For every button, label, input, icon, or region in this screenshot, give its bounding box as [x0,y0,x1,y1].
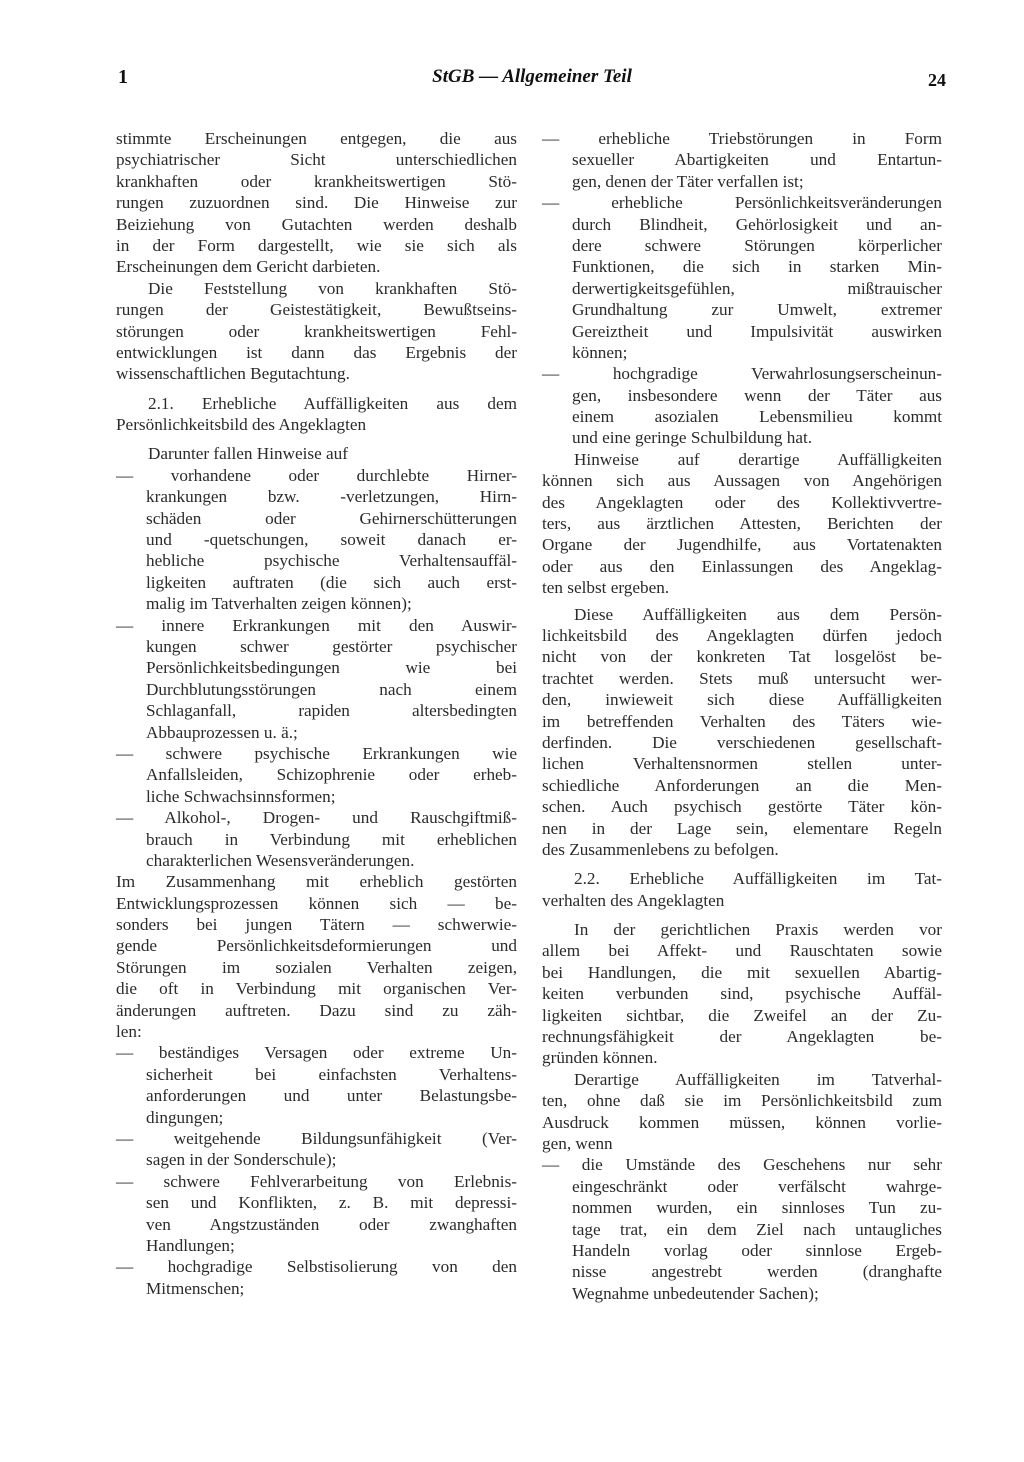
left-text-line: psychiatrischer Sicht unterschiedlichen [116,150,517,170]
left-text-line: liche Schwachsinnsformen; [146,786,336,806]
right-text-line: gen, wenn [542,1133,613,1153]
left-text-line: gende Persönlichkeitsdeformierungen und [116,936,517,956]
paragraph-gap [542,911,942,919]
right-text-line: derfinden. Die verschiedenen gesellschaft- [542,732,942,752]
left-text-line: Im Zusammenhang mit erheblich gestörten [116,872,517,892]
right-text-line: schiedliche Anforderungen an die Men- [542,775,942,795]
right-text-line: oder aus den Einlassungen des Angeklag- [542,556,942,576]
right-text-line: sexueller Abartigkeiten und Entartun- [572,150,942,170]
left-text-line: — innere Erkrankungen mit den Auswir- [116,615,517,635]
left-text-line: krankhaften oder krankheitswertigen Stö- [116,171,517,191]
left-text-line: wissenschaftlichen Begutachtung. [116,364,350,384]
left-text-line: rungen der Geistestätigkeit, Bewußtseins- [116,300,517,320]
right-text-line: durch Blindheit, Gehörlosigkeit und an- [572,214,942,234]
left-text-line: änderungen auftreten. Dazu sind zu zäh- [116,1000,517,1020]
chapter-number: 1 [118,66,128,88]
right-text-line: Diese Auffälligkeiten aus dem Persön- [574,604,942,624]
right-text-line: im betreffenden Verhalten des Täters wie- [542,711,942,731]
left-text-line: Persönlichkeitsbild des Angeklagten [116,415,367,435]
right-text-line: keiten verbunden sind, psychische Auffäl- [542,984,942,1004]
left-text-line: 2.1. Erhebliche Auffälligkeiten aus dem [148,393,517,413]
right-text-line: gen, insbesondere wenn der Täter aus [572,385,942,405]
page-header [118,66,946,94]
left-text-line: charakterlichen Wesensveränderungen. [146,850,415,870]
left-text-line: Darunter fallen Hinweise auf [148,444,348,464]
right-text-line: Hinweise auf derartige Auffälligkeiten [574,449,942,469]
right-text-line: einem asozialen Lebensmilieu kommt [572,407,942,427]
left-text-line: sen und Konflikten, z. B. mit depressi- [146,1193,517,1213]
left-text-line: Persönlichkeitsbedingungen wie bei [146,658,517,678]
left-text-line: kungen schwer gestörter psychischer [146,636,517,656]
right-text-line: allem bei Affekt- und Rauschtaten sowie [542,941,942,961]
right-text-line: gründen können. [542,1048,658,1068]
right-text-line: dere schwere Störungen körperlicher [572,235,942,255]
left-column [116,128,517,1299]
right-text-line: nen in der Lage sein, elementare Regeln [542,818,942,838]
left-text-line: Beiziehung von Gutachten werden deshalb [116,214,517,234]
left-text-line: Abbauprozessen u. ä.; [146,722,298,742]
right-text-line: nicht von der konkreten Tat losgelöst be- [542,647,942,667]
right-text-line: Handeln vorlag oder sinnlose Ergeb- [572,1240,942,1260]
right-text-line: bei Handlungen, die mit sexuellen Abartig- [542,962,942,982]
left-text-line: sonders bei jungen Tätern — schwerwie- [116,915,517,935]
left-text-line: — weitgehende Bildungsunfähigkeit (Ver- [116,1128,517,1148]
left-text-line: — schwere Fehlverarbeitung von Erlebnis- [116,1171,517,1191]
left-text-line: len: [116,1022,142,1042]
left-text-line: Erscheinungen dem Gericht darbieten. [116,257,381,277]
right-text-line: lichen Verhaltensnormen stellen unter- [542,754,942,774]
right-text-line: — die Umstände des Geschehens nur sehr [542,1155,942,1175]
right-text-line: Funktionen, die sich in starken Min- [572,257,942,277]
left-text-line: ligkeiten auftraten (die sich auch erst- [146,572,517,592]
right-text-line: rechnungsfähigkeit der Angeklagten be- [542,1027,942,1047]
left-text-line: Störungen im sozialen Verhalten zeigen, [116,957,517,977]
right-text-line: schen. Auch psychisch gestörte Täter kön- [542,797,942,817]
right-text-line: können sich aus Aussagen von Angehörigen [542,471,942,491]
right-text-line: des Angeklagten oder des Kollektivvertre- [542,492,942,512]
left-text-line: rungen zuzuordnen sind. Die Hinweise zur [116,193,517,213]
left-text-line: Handlungen; [146,1235,235,1255]
right-text-line: tage trat, ein dem Ziel nach untaugliches [572,1219,942,1239]
right-text-line: ten, ohne daß sie im Persönlichkeitsbild zum [542,1091,942,1111]
left-text-line: brauch in Verbindung mit erheblichen [146,829,517,849]
right-text-line: Grundhaltung zur Umwelt, extremer [572,300,942,320]
right-text-line: können; [572,342,628,362]
right-text-line: eingeschränkt oder verfälscht wahrge- [572,1176,942,1196]
left-text-line: Mitmenschen; [146,1278,245,1298]
right-text-line: — hochgradige Verwahrlosungserscheinun- [542,364,942,384]
left-text-line: sicherheit bei einfachsten Verhaltens- [146,1064,517,1084]
left-text-line: — hochgradige Selbstisolierung von den [116,1257,517,1277]
left-text-line: Anfallsleiden, Schizophrenie oder erheb- [146,765,517,785]
left-text-line: — beständiges Versagen oder extreme Un- [116,1043,517,1063]
paragraph-gap [116,385,517,393]
left-text-line: dingungen; [146,1107,224,1127]
left-text-line: krankungen bzw. -verletzungen, Hirn- [146,487,517,507]
right-text-line: In der gerichtlichen Praxis werden vor [574,920,942,940]
right-text-line: ters, aus ärztlichen Attesten, Berichten der [542,514,942,534]
right-text-line: trachtet werden. Stets muß untersucht wer- [542,668,942,688]
right-text-line: ten selbst ergeben. [542,578,670,598]
right-text-line: lichkeitsbild des Angeklagten dürfen jedoch [542,625,942,645]
right-text-line: nisse angestrebt werden (dranghafte [572,1262,942,1282]
right-text-line: Gereiztheit und Impulsivität auswirken [572,321,942,341]
right-text-line: derwertigkeitsgefühlen, mißtrauischer [572,278,942,298]
paragraph-gap [116,435,517,443]
left-text-line: in der Form dargestellt, wie sie sich als [116,235,517,255]
paragraph-gap [542,860,942,868]
left-text-line: und -quetschungen, soweit danach er- [146,530,517,550]
left-text-line: Die Feststellung von krankhaften Stö- [148,278,517,298]
right-text-line: und eine geringe Schulbildung hat. [572,428,813,448]
right-text-line: Ausdruck kommen müssen, können vorlie- [542,1112,942,1132]
right-text-line: — erhebliche Persönlichkeitsveränderungen [542,193,942,213]
right-text-line: Derartige Auffälligkeiten im Tatverhal- [574,1069,942,1089]
right-text-line: 2.2. Erhebliche Auffälligkeiten im Tat- [574,869,942,889]
left-text-line: malig im Tatverhalten zeigen können); [146,594,412,614]
left-text-line: — Alkohol-, Drogen- und Rauschgiftmiß- [116,808,517,828]
right-text-line: Organe der Jugendhilfe, aus Vortatenakten [542,535,942,555]
left-text-line: störungen oder krankheitswertigen Fehl- [116,321,517,341]
left-text-line: hebliche psychische Verhaltensauffäl- [146,551,517,571]
left-text-line: stimmte Erscheinungen entgegen, die aus [116,129,517,148]
right-text-line: gen, denen der Täter verfallen ist; [572,171,804,191]
right-text-line: verhalten des Angeklagten [542,890,725,910]
right-text-line: — erhebliche Triebstörungen in Form [542,129,942,148]
left-text-line: — schwere psychische Erkrankungen wie [116,743,517,763]
left-text-line: anforderungen und unter Belastungsbe- [146,1086,517,1106]
left-text-line: Entwicklungsprozessen können sich — be- [116,893,517,913]
right-column [542,128,942,1304]
right-text-line: den, inwieweit sich diese Auffälligkeiten [542,690,942,710]
left-text-line: Durchblutungsstörungen nach einem [146,679,517,699]
left-text-line: — vorhandene oder durchlebte Hirner- [116,465,517,485]
left-text-line: sagen in der Sonderschule); [146,1150,337,1170]
running-title: StGB — Allgemeiner Teil [432,66,632,87]
page-number: 24 [928,70,946,90]
left-text-line: Schlaganfall, rapiden altersbedingten [146,701,517,721]
left-text-line: ven Angstzuständen oder zwanghaften [146,1214,517,1234]
right-text-line: des Zusammenlebens zu befolgen. [542,839,779,859]
right-text-line: nommen wurden, ein sinnloses Tun zu- [572,1198,942,1218]
left-text-line: entwicklungen ist dann das Ergebnis der [116,342,517,362]
right-text-line: Wegnahme unbedeutender Sachen); [572,1283,819,1303]
left-text-line: die oft in Verbindung mit organischen Ver- [116,979,517,999]
right-text-line: ligkeiten sichtbar, die Zweifel an der Zu- [542,1005,942,1025]
left-text-line: schäden oder Gehirnerschütterungen [146,508,517,528]
